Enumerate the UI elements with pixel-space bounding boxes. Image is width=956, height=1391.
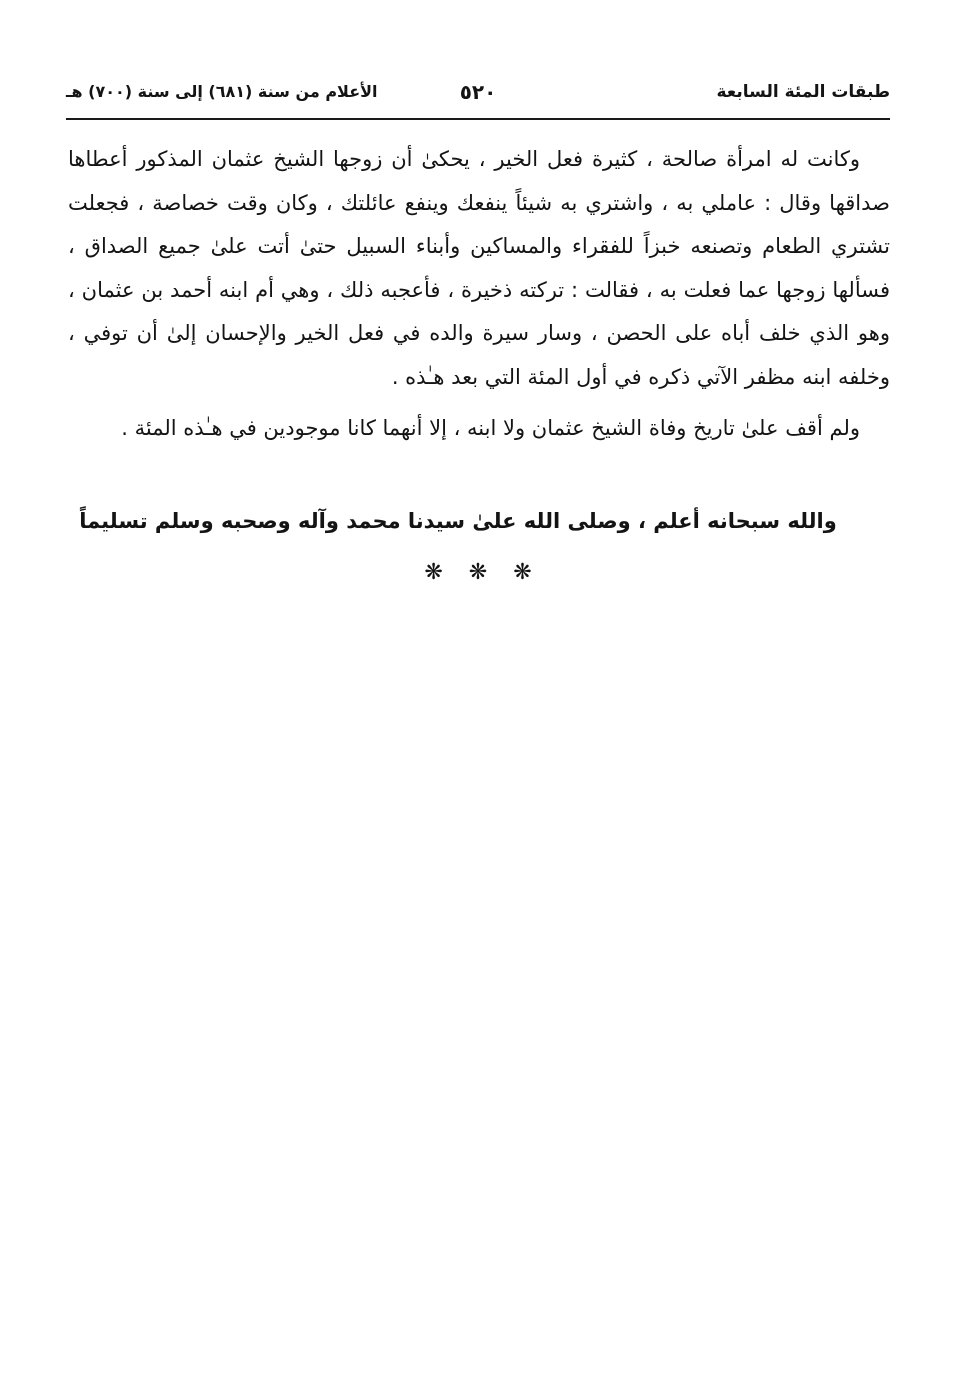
header-rule xyxy=(66,118,890,120)
body-text xyxy=(68,138,890,459)
running-title: طبقات المئة السابعة xyxy=(716,82,890,102)
page-header xyxy=(66,82,890,112)
section-title: الأعلام من سنة (٦٨١) إلى سنة (٧٠٠) هـ xyxy=(66,82,378,101)
page-number: ٥٢٠ xyxy=(459,80,497,104)
separator-stars: ❋❋❋ xyxy=(424,560,558,585)
paragraph-1: وكانت له امرأة صالحة ، كثيرة فعل الخير ، يحكىٰ أن زوجها الشيخ عثمان المذكور أعطاها صداقها وقال : عاملي به ، واشتري به شيئاً ينفعك وينفع عائلتك ، وكان وقت خصاصة ، فجعلت تشتري الطعام وتصنعه خبزاً للفقراء والمساكين وأبناء السبيل حتىٰ أتت علىٰ جميع الصداق ، فسألها زوجها عما فعلت به ، فقالت : تركته ذخيرة ، فأعجبه ذلك ، وهي أم ابنه أحمد بن عثمان ، وهو الذي خلف أباه على الحصن ، وسار سيرة والده في فعل الخير والإحسان إلىٰ أن توفي ، وخلفه ابنه مظفر الآتي ذكره في أول المئة التي بعد هـٰذه . xyxy=(68,147,890,389)
closing-line: والله سبحانه أعلم ، وصلى الله علىٰ سيدنا محمد وآله وصحبه وسلم تسليماً xyxy=(79,509,837,533)
paragraph-2: ولم أقف علىٰ تاريخ وفاة الشيخ عثمان ولا ابنه ، إلا أنهما كانا موجودين في هـٰذه المئة . xyxy=(121,416,860,440)
